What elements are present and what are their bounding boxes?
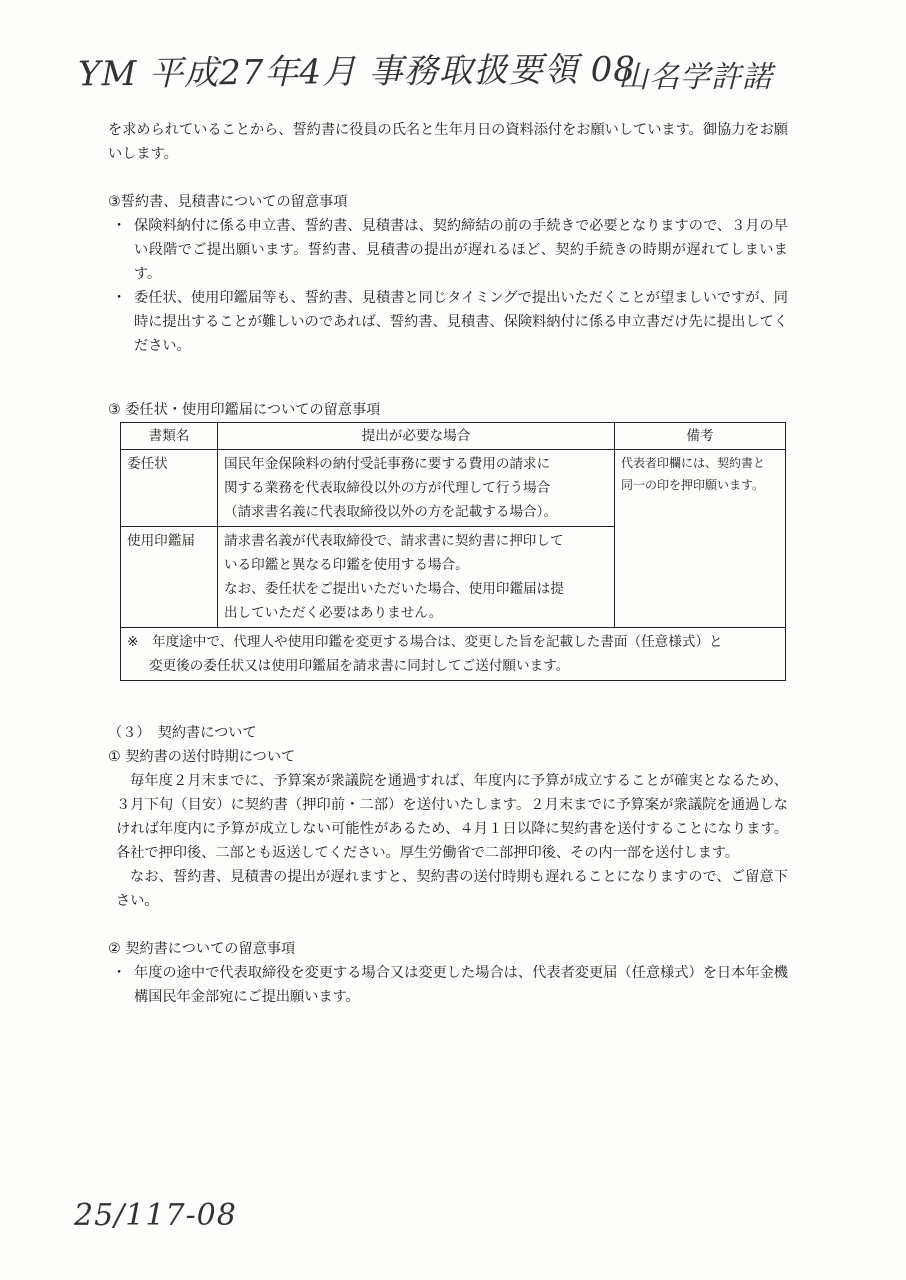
subheading-contract-notes: ② 契約書についての留意事項 <box>108 941 296 957</box>
doc-name-cell: 委任状 <box>121 450 218 527</box>
condition-cell <box>218 450 615 527</box>
column-header: 提出が必要な場合 <box>218 423 615 450</box>
list-item <box>108 286 788 358</box>
remark-cell <box>615 450 786 628</box>
cell-line: 出していただく必要はありません。 <box>224 605 443 621</box>
cell-line: なお、委任状をご提出いただいた場合、使用印鑑届は提 <box>224 581 564 597</box>
bullet-text: 委任状、使用印鑑届等も、誓約書、見積書と同じタイミングで提出いただくことが望ましいですが、同時に提出することが難しいのであれば、誓約書、見積書、保険料納付に係る申立書だけ先に提出してください。 <box>134 290 788 354</box>
cell-line: 代表者印欄には、契約書と <box>621 456 766 470</box>
handwritten-footer-number: 25/117-08 <box>74 1198 237 1233</box>
cell-line: いる印鑑と異なる印鑑を使用する場合。 <box>224 557 469 573</box>
cell-line: 請求書名義が代表取締役で、請求書に契約書に押印して <box>224 533 564 549</box>
document-body <box>108 118 788 1009</box>
doc-name-cell: 使用印鑑届 <box>121 527 218 628</box>
bullet-mark: ・ <box>112 290 127 306</box>
section-heading-delegation: ③ 委任状・使用印鑑届についての留意事項 <box>108 402 381 418</box>
timing-paragraph: 毎年度２月末までに、予算案が衆議院を通過すれば、年度内に予算が成立することが確実となるため、３月下旬（目安）に契約書（押印前・二部）を送付いたします。２月末までに予算案が衆議院を通過しなければ年度内に予算が成立しない可能性があるため、４月１日以降に契約書を送付することになります。各社で押印後、二部とも返送してください。厚生労働省で二部押印後、その内一部を送付します。 <box>116 773 788 861</box>
cell-line: 同一の印を押印願います。 <box>621 478 765 492</box>
bullet-text: 保険料納付に係る申立書、誓約書、見積書は、契約締結の前の手続きで必要となりますので、３月の早い段階でご提出願います。誓約書、見積書の提出が遅れるほど、契約手続きの時期が遅れてしまいます。 <box>134 218 788 282</box>
bullet-mark: ・ <box>112 218 127 234</box>
note-line: 変更後の委任状又は使用印鑑届を請求書に同封してご送付願います。 <box>149 658 570 674</box>
intro-paragraph: を求められていることから、誓約書に役員の氏名と生年月日の資料添付をお願いしています。御協力をお願いします。 <box>108 122 788 162</box>
list-item <box>108 961 788 1009</box>
section-heading-contract: （３） 契約書について <box>108 725 257 741</box>
list-item <box>108 214 788 286</box>
table-note <box>121 628 786 681</box>
bullet-text: 年度の途中で代表取締役を変更する場合又は変更した場合は、代表者変更届（任意様式）を日本年金機構国民年金部宛にご提出願います。 <box>134 965 788 1005</box>
column-header: 書類名 <box>121 423 218 450</box>
section-heading-pledge: ③誓約書、見積書についての留意事項 <box>108 194 348 210</box>
bullet-mark: ・ <box>112 965 127 981</box>
cell-line: 関する業務を代表取締役以外の方が代理して行う場合 <box>224 480 551 496</box>
cell-line: （請求書名義に代表取締役以外の方を記載する場合）。 <box>224 504 558 520</box>
note-line: ※ 年度途中で、代理人や使用印鑑を変更する場合は、変更した旨を記載した書面（任意様式）と <box>127 634 723 650</box>
table-header-row <box>121 423 786 450</box>
column-header: 備考 <box>615 423 786 450</box>
delegation-table <box>120 422 786 681</box>
subheading-send-timing: ① 契約書の送付時期について <box>108 749 296 765</box>
handwritten-signature: 山名学許諾 <box>618 60 773 95</box>
condition-cell <box>218 527 615 628</box>
table-note-row <box>121 628 786 681</box>
table-row <box>121 450 786 527</box>
timing-note-paragraph: なお、誓約書、見積書の提出が遅れますと、契約書の送付時期も遅れることになりますので、ご留意下さい。 <box>116 869 788 909</box>
cell-line: 国民年金保険料の納付受託事務に要する費用の請求に <box>224 456 551 472</box>
handwritten-header: YM 平成27年4月 事務取扱要領 08 <box>77 49 637 95</box>
